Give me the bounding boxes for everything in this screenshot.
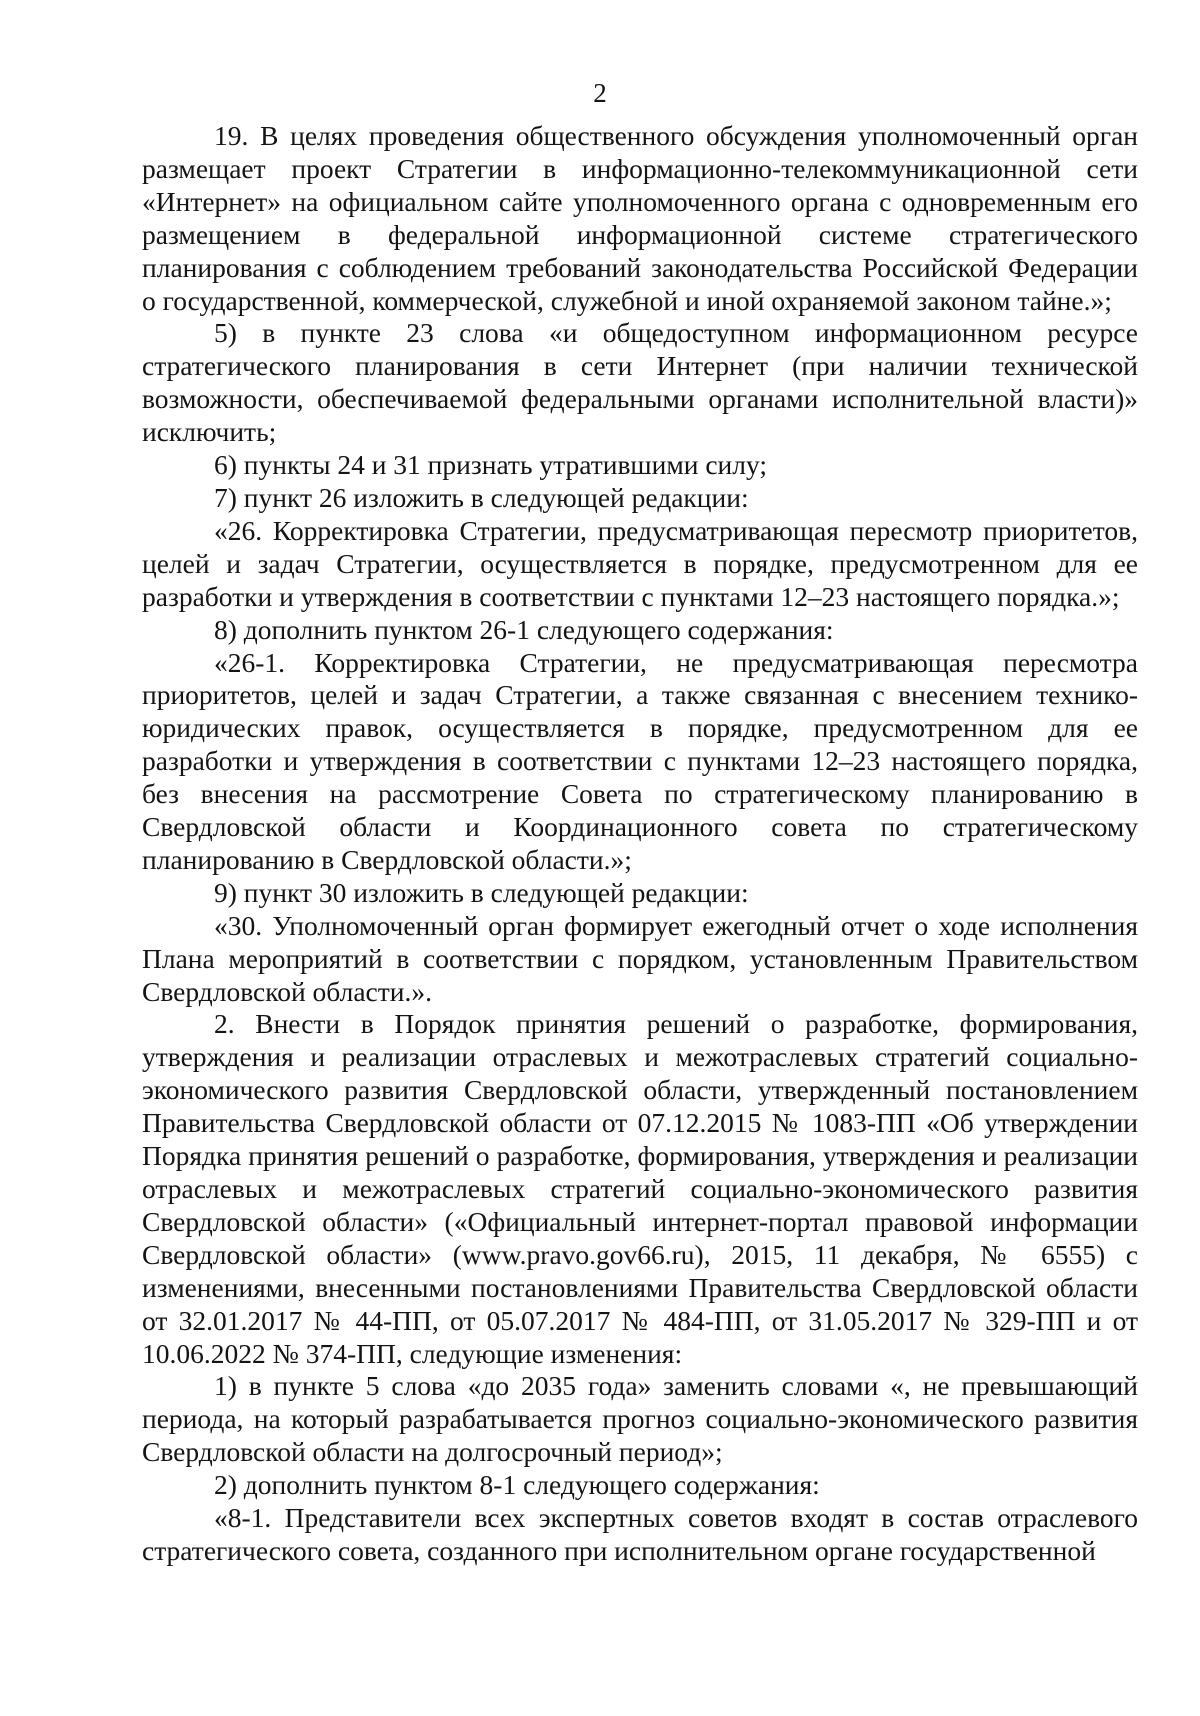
page-number: 2: [593, 78, 607, 108]
paragraph-section-2-item-1: 1) в пункте 5 слова «до 2035 года» заменить словами «, не превышающий периода, на который разрабатывается прогноз социально-экономического развития Свердловской области на долгосрочный период»;: [142, 1370, 1138, 1468]
paragraph-amendment-6: 6) пункты 24 и 31 признать утратившими силу;: [214, 449, 767, 481]
paragraph-amendment-5: 5) в пункте 23 слова «и общедоступном информационном ресурсе стратегического планирования в сети Интернет (при наличии технической возможности, обеспечиваемой федеральными органами исполнительной власти)» исключить;: [142, 317, 1138, 448]
paragraph-19-public-discussion: 19. В целях проведения общественного обсуждения уполномоченный орган размещает проект Стратегии в информационно-телекоммуникационной сети «Интернет» на официальном сайте уполномоченного органа с одновременным его размещением в федеральной информационной системе стратегического планирования с соблюдением требований законодательства Российской Федерации о государственной, коммерческой, служебной и иной охраняемой законом тайне.»;: [142, 120, 1138, 316]
document-body: [142, 120, 1138, 1568]
paragraph-section-2: 2. Внести в Порядок принятия решений о разработке, формирования, утверждения и реализации отраслевых и межотраслевых стратегий социально-экономического развития Свердловской области, утвержденный постановлением Правительства Свердловской области от 07.12.2015 № 1083-ПП «Об утверждении Порядка принятия решений о разработке, формирования, утверждения и реализации отраслевых и межотраслевых стратегий социально-экономического развития Свердловской области» («Официальный интернет-портал правовой информации Свердловской области» (www.pravo.gov66.ru), 2015, 11 декабря, № 6555) с изменениями, внесенными постановлениями Правительства Свердловской области от 32.01.2017 № 44-ПП, от 05.07.2017 № 484-ПП, от 31.05.2017 № 329-ПП и от 10.06.2022 № 374-ПП, следующие изменения:: [142, 1008, 1138, 1369]
paragraph-point-26-1: «26-1. Корректировка Стратегии, не предусматривающая пересмотра приоритетов, целей и задач Стратегии, а также связанная с внесением технико-юридических правок, осуществляется в порядке, предусмотренном для ее разработки и утверждения в соответствии с пунктами 12–23 настоящего порядка, без внесения на рассмотрение Совета по стратегическому планированию в Свердловской области и Координационного совета по стратегическому планированию в Свердловской области.»;: [142, 646, 1138, 875]
paragraph-point-26: «26. Корректировка Стратегии, предусматривающая пересмотр приоритетов, целей и задач Стратегии, осуществляется в порядке, предусмотренном для ее разработки и утверждения в соответствии с пунктами 12–23 настоящего порядка.»;: [142, 514, 1138, 612]
paragraph-amendment-7: 7) пункт 26 изложить в следующей редакции:: [214, 481, 749, 513]
paragraph-point-30: «30. Уполномоченный орган формирует ежегодный отчет о ходе исполнения Плана мероприятий в соответствии с порядком, установленным Правительством Свердловской области.».: [142, 909, 1138, 1007]
paragraph-section-2-item-2: 2) дополнить пунктом 8-1 следующего содержания:: [214, 1469, 820, 1501]
paragraph-point-8-1: «8-1. Представители всех экспертных советов входят в состав отраслевого стратегического совета, созданного при исполнительном органе государственной: [142, 1502, 1138, 1566]
paragraph-amendment-8: 8) дополнить пунктом 26-1 следующего содержания:: [214, 613, 834, 645]
paragraph-amendment-9: 9) пункт 30 изложить в следующей редакции:: [214, 876, 749, 908]
